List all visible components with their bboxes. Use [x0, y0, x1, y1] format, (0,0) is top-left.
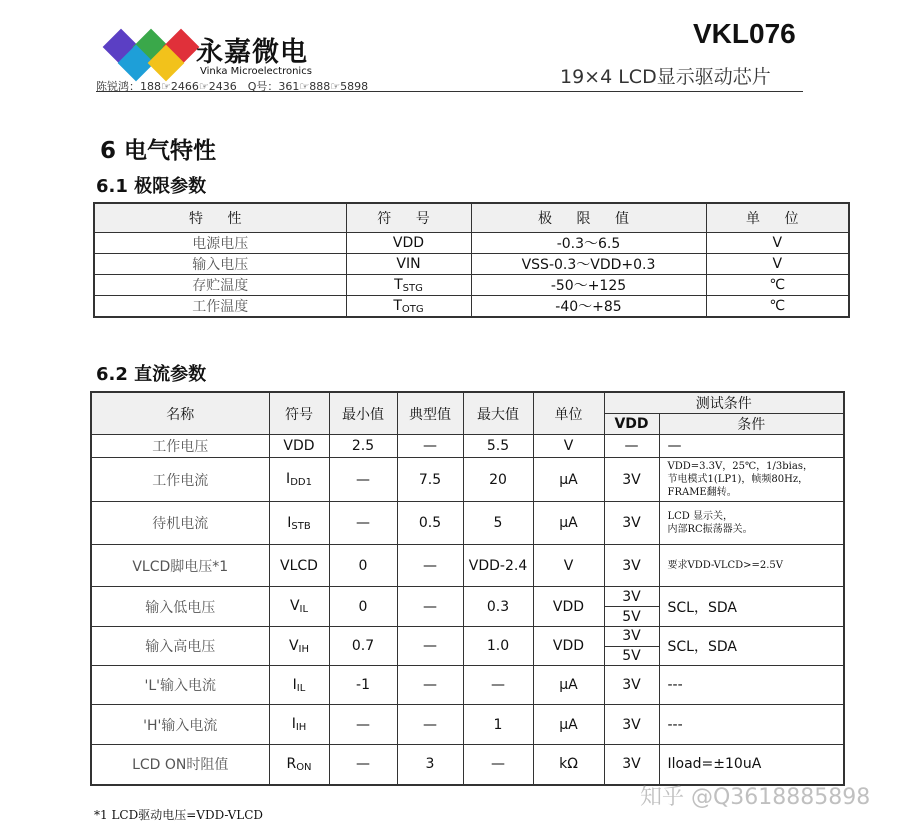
limit-value: VSS-0.3～VDD+0.3 — [471, 254, 706, 275]
column-header: 极 限 值 — [471, 203, 706, 233]
logo-chinese-name: 永嘉微电 — [196, 37, 308, 68]
max-value: 5.5 — [463, 435, 533, 458]
limit-value: -0.3～6.5 — [471, 233, 706, 254]
min-value: 0 — [329, 587, 397, 627]
table-row — [91, 705, 844, 745]
param-symbol — [346, 254, 471, 275]
param-symbol — [269, 705, 329, 745]
param-symbol — [269, 458, 329, 502]
min-value: 0 — [329, 545, 397, 587]
column-header: 单 位 — [706, 203, 849, 233]
typ-value: — — [397, 545, 463, 587]
max-value: 5 — [463, 502, 533, 545]
dc-params-title: 6.2 直流参数 — [96, 364, 207, 385]
typ-value: 7.5 — [397, 458, 463, 502]
max-value: 20 — [463, 458, 533, 502]
min-value: — — [329, 745, 397, 785]
symbol-main: I — [291, 716, 296, 732]
param-name: 输入低电压 — [91, 587, 269, 627]
param-symbol — [269, 745, 329, 785]
symbol-subscript: IL — [299, 604, 309, 615]
unit: μA — [533, 458, 604, 502]
test-condition: --- — [659, 666, 844, 705]
param-symbol — [346, 275, 471, 296]
symbol-subscript: STG — [402, 282, 423, 294]
section-title: 6 电气特性 — [100, 138, 217, 164]
symbol-main: T — [393, 297, 402, 314]
test-condition: SCL，SDA — [659, 587, 844, 627]
symbol-main: V — [289, 598, 300, 614]
table-row — [91, 458, 844, 502]
test-condition: — — [659, 435, 844, 458]
test-vdd: 3V — [604, 545, 659, 587]
test-vdd: 5V — [604, 646, 659, 666]
symbol-main: I — [286, 471, 291, 487]
param-name: 输入高电压 — [91, 627, 269, 666]
symbol-main: VDD — [283, 438, 315, 454]
symbol-main: VLCD — [280, 557, 318, 574]
test-condition: LCD 显示关， 内部RC振荡器关。 — [659, 502, 844, 545]
max-value: 1.0 — [463, 627, 533, 666]
test-vdd: 3V — [604, 458, 659, 502]
footnote: *1 LCD驱动电压=VDD-VLCD — [94, 808, 264, 822]
symbol-subscript: IL — [296, 682, 306, 694]
symbol-subscript: IH — [295, 722, 307, 733]
abs-params-title: 6.1 极限参数 — [96, 176, 207, 197]
symbol-main: VIN — [396, 256, 421, 272]
unit: μA — [533, 666, 604, 705]
param-name: 待机电流 — [91, 502, 269, 545]
param-name: 'L'输入电流 — [91, 666, 269, 705]
symbol-main: I — [292, 676, 297, 693]
unit: V — [706, 233, 849, 254]
column-header: 条件 — [659, 414, 844, 435]
typ-value: — — [397, 666, 463, 705]
test-vdd: 3V — [604, 627, 659, 647]
symbol-subscript: IH — [298, 643, 310, 655]
column-header: 名称 — [91, 392, 269, 435]
watermark: 知乎 @Q3618885898 — [640, 785, 871, 810]
test-condition: --- — [659, 705, 844, 745]
min-value: 0.7 — [329, 627, 397, 666]
dc-params-table — [90, 391, 845, 786]
test-condition: VDD=3.3V，25℃，1/3bias， 节电模式1(LP1)，帧频80Hz， FRAME翻转。 — [659, 458, 844, 502]
symbol-subscript: OTG — [401, 303, 424, 315]
table-row — [94, 233, 849, 254]
symbol-subscript: ON — [296, 761, 312, 773]
table-header-row — [91, 392, 844, 414]
param-symbol — [269, 435, 329, 458]
max-value: VDD-2.4 — [463, 545, 533, 587]
column-header: 符号 — [269, 392, 329, 435]
min-value: — — [329, 502, 397, 545]
logo-english-name: Vinka Microelectronics — [200, 66, 312, 77]
param-name: LCD ON时阻值 — [91, 745, 269, 785]
unit: μA — [533, 705, 604, 745]
test-vdd: 3V — [604, 587, 659, 607]
column-header: VDD — [604, 414, 659, 435]
symbol-subscript: STB — [291, 520, 311, 532]
table-header-row — [94, 203, 849, 233]
table-row — [91, 587, 844, 607]
table-row — [94, 296, 849, 318]
test-vdd: 3V — [604, 666, 659, 705]
limit-value: -40～+85 — [471, 296, 706, 318]
symbol-main: I — [287, 514, 292, 531]
unit: V — [533, 435, 604, 458]
min-value: — — [329, 705, 397, 745]
unit: VDD — [533, 627, 604, 666]
param-name: 存贮温度 — [94, 275, 346, 296]
max-value: — — [463, 666, 533, 705]
param-name: 'H'输入电流 — [91, 705, 269, 745]
test-vdd: — — [604, 435, 659, 458]
unit: ℃ — [706, 296, 849, 318]
test-condition: SCL，SDA — [659, 627, 844, 666]
typ-value: — — [397, 435, 463, 458]
column-header: 单位 — [533, 392, 604, 435]
param-name: 电源电压 — [94, 233, 346, 254]
table-row — [91, 545, 844, 587]
test-vdd: 3V — [604, 745, 659, 785]
test-condition: 要求VDD-VLCD>=2.5V — [659, 545, 844, 587]
param-name: VLCD脚电压*1 — [91, 545, 269, 587]
typ-value: 3 — [397, 745, 463, 785]
test-vdd: 3V — [604, 705, 659, 745]
symbol-main: R — [286, 755, 297, 772]
column-header: 最大值 — [463, 392, 533, 435]
test-vdd: 5V — [604, 607, 659, 627]
unit: V — [533, 545, 604, 587]
param-name: 工作电压 — [91, 435, 269, 458]
unit: VDD — [533, 587, 604, 627]
typ-value: 0.5 — [397, 502, 463, 545]
chip-subtitle: 19×4 LCD显示驱动芯片 — [560, 66, 771, 88]
table-row — [91, 627, 844, 647]
param-symbol — [269, 502, 329, 545]
min-value: — — [329, 458, 397, 502]
test-condition: Iload=±10uA — [659, 745, 844, 785]
table-row — [91, 502, 844, 545]
symbol-main: V — [288, 637, 299, 654]
symbol-main: T — [394, 276, 403, 293]
column-header: 典型值 — [397, 392, 463, 435]
contact-info: 陈锐鸿：188☞2466☞2436 Q号：361☞888☞5898 — [96, 80, 369, 93]
table-row — [91, 745, 844, 785]
param-symbol — [269, 666, 329, 705]
unit: V — [706, 254, 849, 275]
table-row — [91, 666, 844, 705]
limit-value: -50～+125 — [471, 275, 706, 296]
param-name: 工作电流 — [91, 458, 269, 502]
chip-model: VKL076 — [693, 18, 796, 49]
header-divider — [96, 91, 803, 92]
table-row — [94, 254, 849, 275]
table-row — [91, 435, 844, 458]
typ-value: — — [397, 705, 463, 745]
param-name: 输入电压 — [94, 254, 346, 275]
param-symbol — [269, 587, 329, 627]
param-symbol — [346, 233, 471, 254]
param-name: 工作温度 — [94, 296, 346, 318]
symbol-main: VDD — [392, 235, 425, 251]
typ-value: — — [397, 627, 463, 666]
typ-value: — — [397, 587, 463, 627]
max-value: 1 — [463, 705, 533, 745]
param-symbol — [269, 545, 329, 587]
max-value: 0.3 — [463, 587, 533, 627]
absolute-max-table — [93, 202, 850, 318]
column-header: 特 性 — [94, 203, 346, 233]
test-vdd: 3V — [604, 502, 659, 545]
param-symbol — [269, 627, 329, 666]
column-header: 测试条件 — [604, 392, 844, 414]
max-value: — — [463, 745, 533, 785]
unit: kΩ — [533, 745, 604, 785]
column-header: 符 号 — [346, 203, 471, 233]
column-header: 最小值 — [329, 392, 397, 435]
unit: ℃ — [706, 275, 849, 296]
unit: μA — [533, 502, 604, 545]
min-value: -1 — [329, 666, 397, 705]
symbol-subscript: DD1 — [290, 477, 312, 488]
min-value: 2.5 — [329, 435, 397, 458]
param-symbol — [346, 296, 471, 318]
table-row — [94, 275, 849, 296]
